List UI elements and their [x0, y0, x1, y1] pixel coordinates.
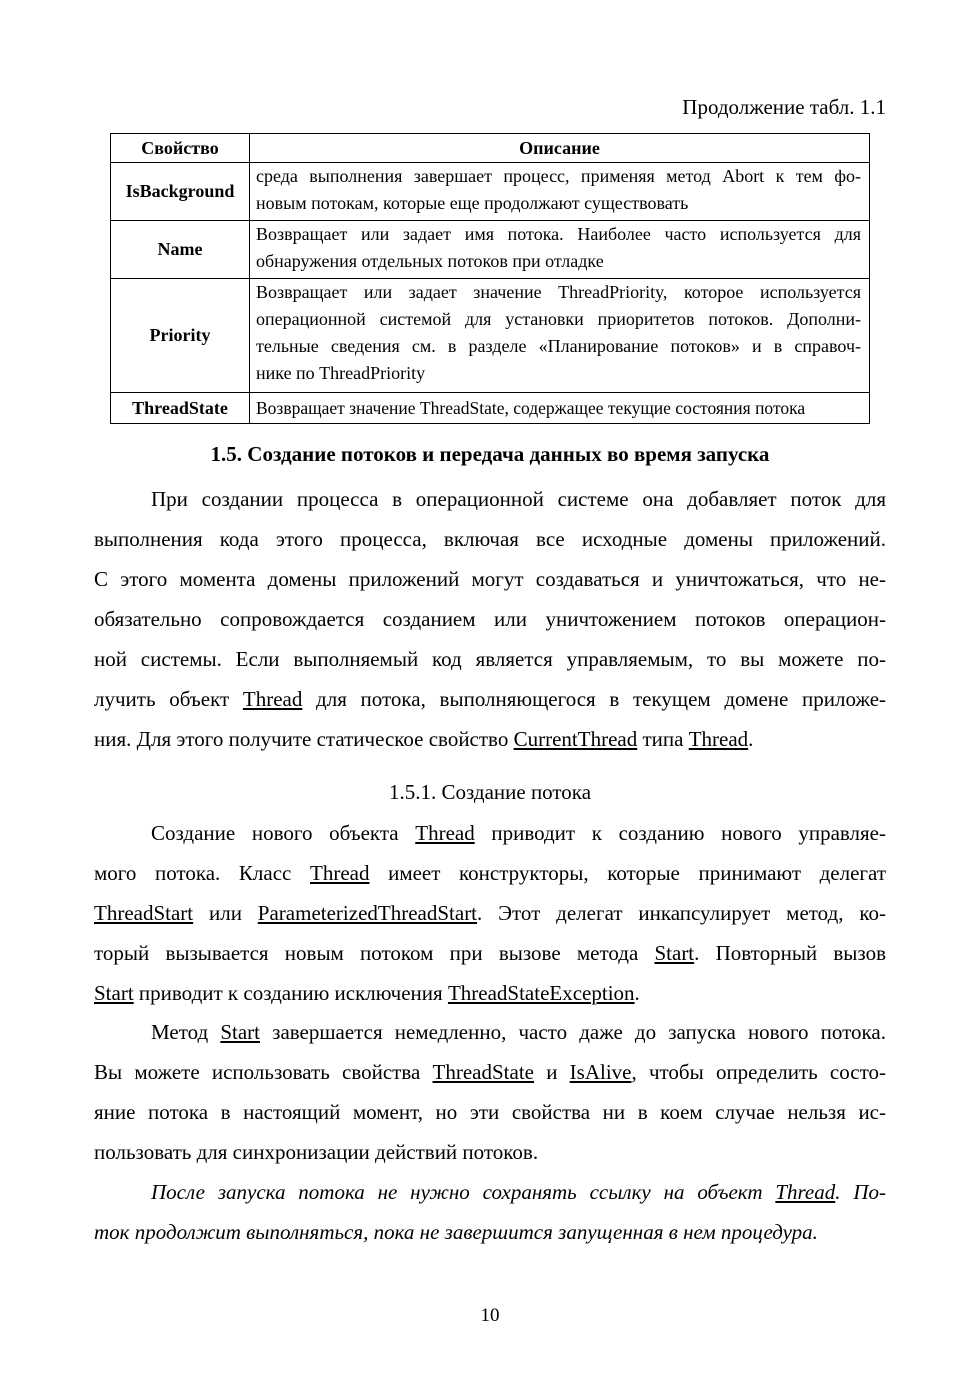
code-term: CurrentThread [513, 727, 638, 751]
property-description [250, 393, 870, 424]
header-description: Описание [250, 134, 870, 163]
code-term: Thread [242, 687, 303, 711]
paragraph-3 [94, 1012, 886, 1172]
text-line: мого потока. Класс Thread имеет конструкторы, которые принимают делегат [94, 861, 886, 885]
code-term: Thread [415, 821, 475, 845]
description-line: нике по ThreadPriority [256, 363, 426, 383]
description-line: Возвращает или задает имя потока. Наиболее часто используется для [256, 224, 861, 244]
text-line: пользовать для синхронизации действий потоков. [94, 1140, 539, 1164]
subsection-title: 1.5.1. Создание потока [388, 780, 592, 804]
text-line: обязательно сопровождается созданием или уничтожением потоков операцион- [94, 607, 886, 631]
text-line: После запуска потока не нужно сохранять ссылку на объект Thread. По- [151, 1180, 886, 1204]
code-term: Thread [775, 1180, 836, 1204]
text-line: С этого момента домены приложений могут создаваться и уничтожаться, что не- [94, 567, 886, 591]
description-line: обнаружения отдельных потоков при отладке [256, 251, 604, 271]
code-term: IsAlive [569, 1060, 632, 1084]
table-row [111, 163, 870, 221]
description-line: операционной системой для установки приоритетов потоков. Дополни- [256, 309, 861, 329]
property-name: Priority [111, 279, 250, 393]
code-term: Thread [688, 727, 749, 751]
text-line: выполнения кода этого процесса, включая все исходные домены приложений. [94, 527, 886, 551]
paragraph-4 [94, 1172, 886, 1252]
property-name: ThreadState [111, 393, 250, 424]
text-line: ThreadStart или ParameterizedThreadStart. Этот делегат инкапсулирует метод, ко- [94, 901, 886, 925]
text-line: торый вызывается новым потоком при вызове метода Start. Повторный вызов [94, 941, 886, 965]
property-name: IsBackground [111, 163, 250, 221]
code-term: ThreadStart [94, 901, 194, 925]
text-line: ной системы. Если выполняемый код является управляемым, то вы можете по- [94, 647, 886, 671]
table-row [111, 221, 870, 279]
text-line: Вы можете использовать свойства ThreadState и IsAlive, чтобы определить состо- [94, 1060, 886, 1084]
paragraph-2 [94, 813, 886, 1013]
property-description [250, 163, 870, 221]
text-line: Метод Start завершается немедленно, часто даже до запуска нового потока. [151, 1020, 886, 1044]
text-line: яние потока в настоящий момент, но эти свойства ни в коем случае нельзя ис- [94, 1100, 886, 1124]
section-title: 1.5. Создание потоков и передача данных во время запуска [210, 442, 770, 466]
property-description [250, 279, 870, 393]
text-line: При создании процесса в операционной системе она добавляет поток для [151, 487, 886, 511]
code-term: Thread [310, 861, 370, 885]
text-line: ния. Для этого получите статическое свойство CurrentThread типа Thread. [94, 727, 754, 751]
property-name: Name [111, 221, 250, 279]
text-line: Создание нового объекта Thread приводит к созданию нового управляе- [151, 821, 886, 845]
code-term: Start [654, 941, 695, 965]
header-property: Свойство [111, 134, 250, 163]
table-continuation-label: Продолжение табл. 1.1 [682, 95, 886, 119]
text-line: лучить объект Thread для потока, выполняющегося в текущем домене приложе- [94, 687, 887, 711]
code-term: ThreadStateException [447, 981, 635, 1005]
description-line: Возвращает или задает значение ThreadPriority, которое используется [256, 282, 861, 302]
properties-table [110, 133, 870, 424]
table-row [111, 279, 870, 393]
page-number: 10 [480, 1305, 500, 1326]
description-line: новым потокам, которые еще продолжают существовать [256, 193, 689, 213]
property-description [250, 221, 870, 279]
description-line: среда выполнения завершает процесс, применяя метод Abort к тем фо- [256, 166, 861, 186]
table-row [111, 393, 870, 424]
description-line: тельные сведения см. в разделе «Планирование потоков» и в справоч- [256, 336, 861, 356]
description-line: Возвращает значение ThreadState, содержащее текущие состояния потока [256, 397, 806, 418]
code-term: ThreadState [432, 1060, 534, 1084]
paragraph-1 [94, 479, 886, 759]
text-line: ток продолжит выполняться, пока не завершится запущенная в нем процедура. [94, 1220, 818, 1244]
code-term: ParameterizedThreadStart [257, 901, 478, 925]
code-term: Start [220, 1020, 261, 1044]
table-header-row [111, 134, 870, 163]
code-term: Start [94, 981, 134, 1005]
text-line: Start приводит к созданию исключения ThreadStateException. [94, 981, 640, 1005]
